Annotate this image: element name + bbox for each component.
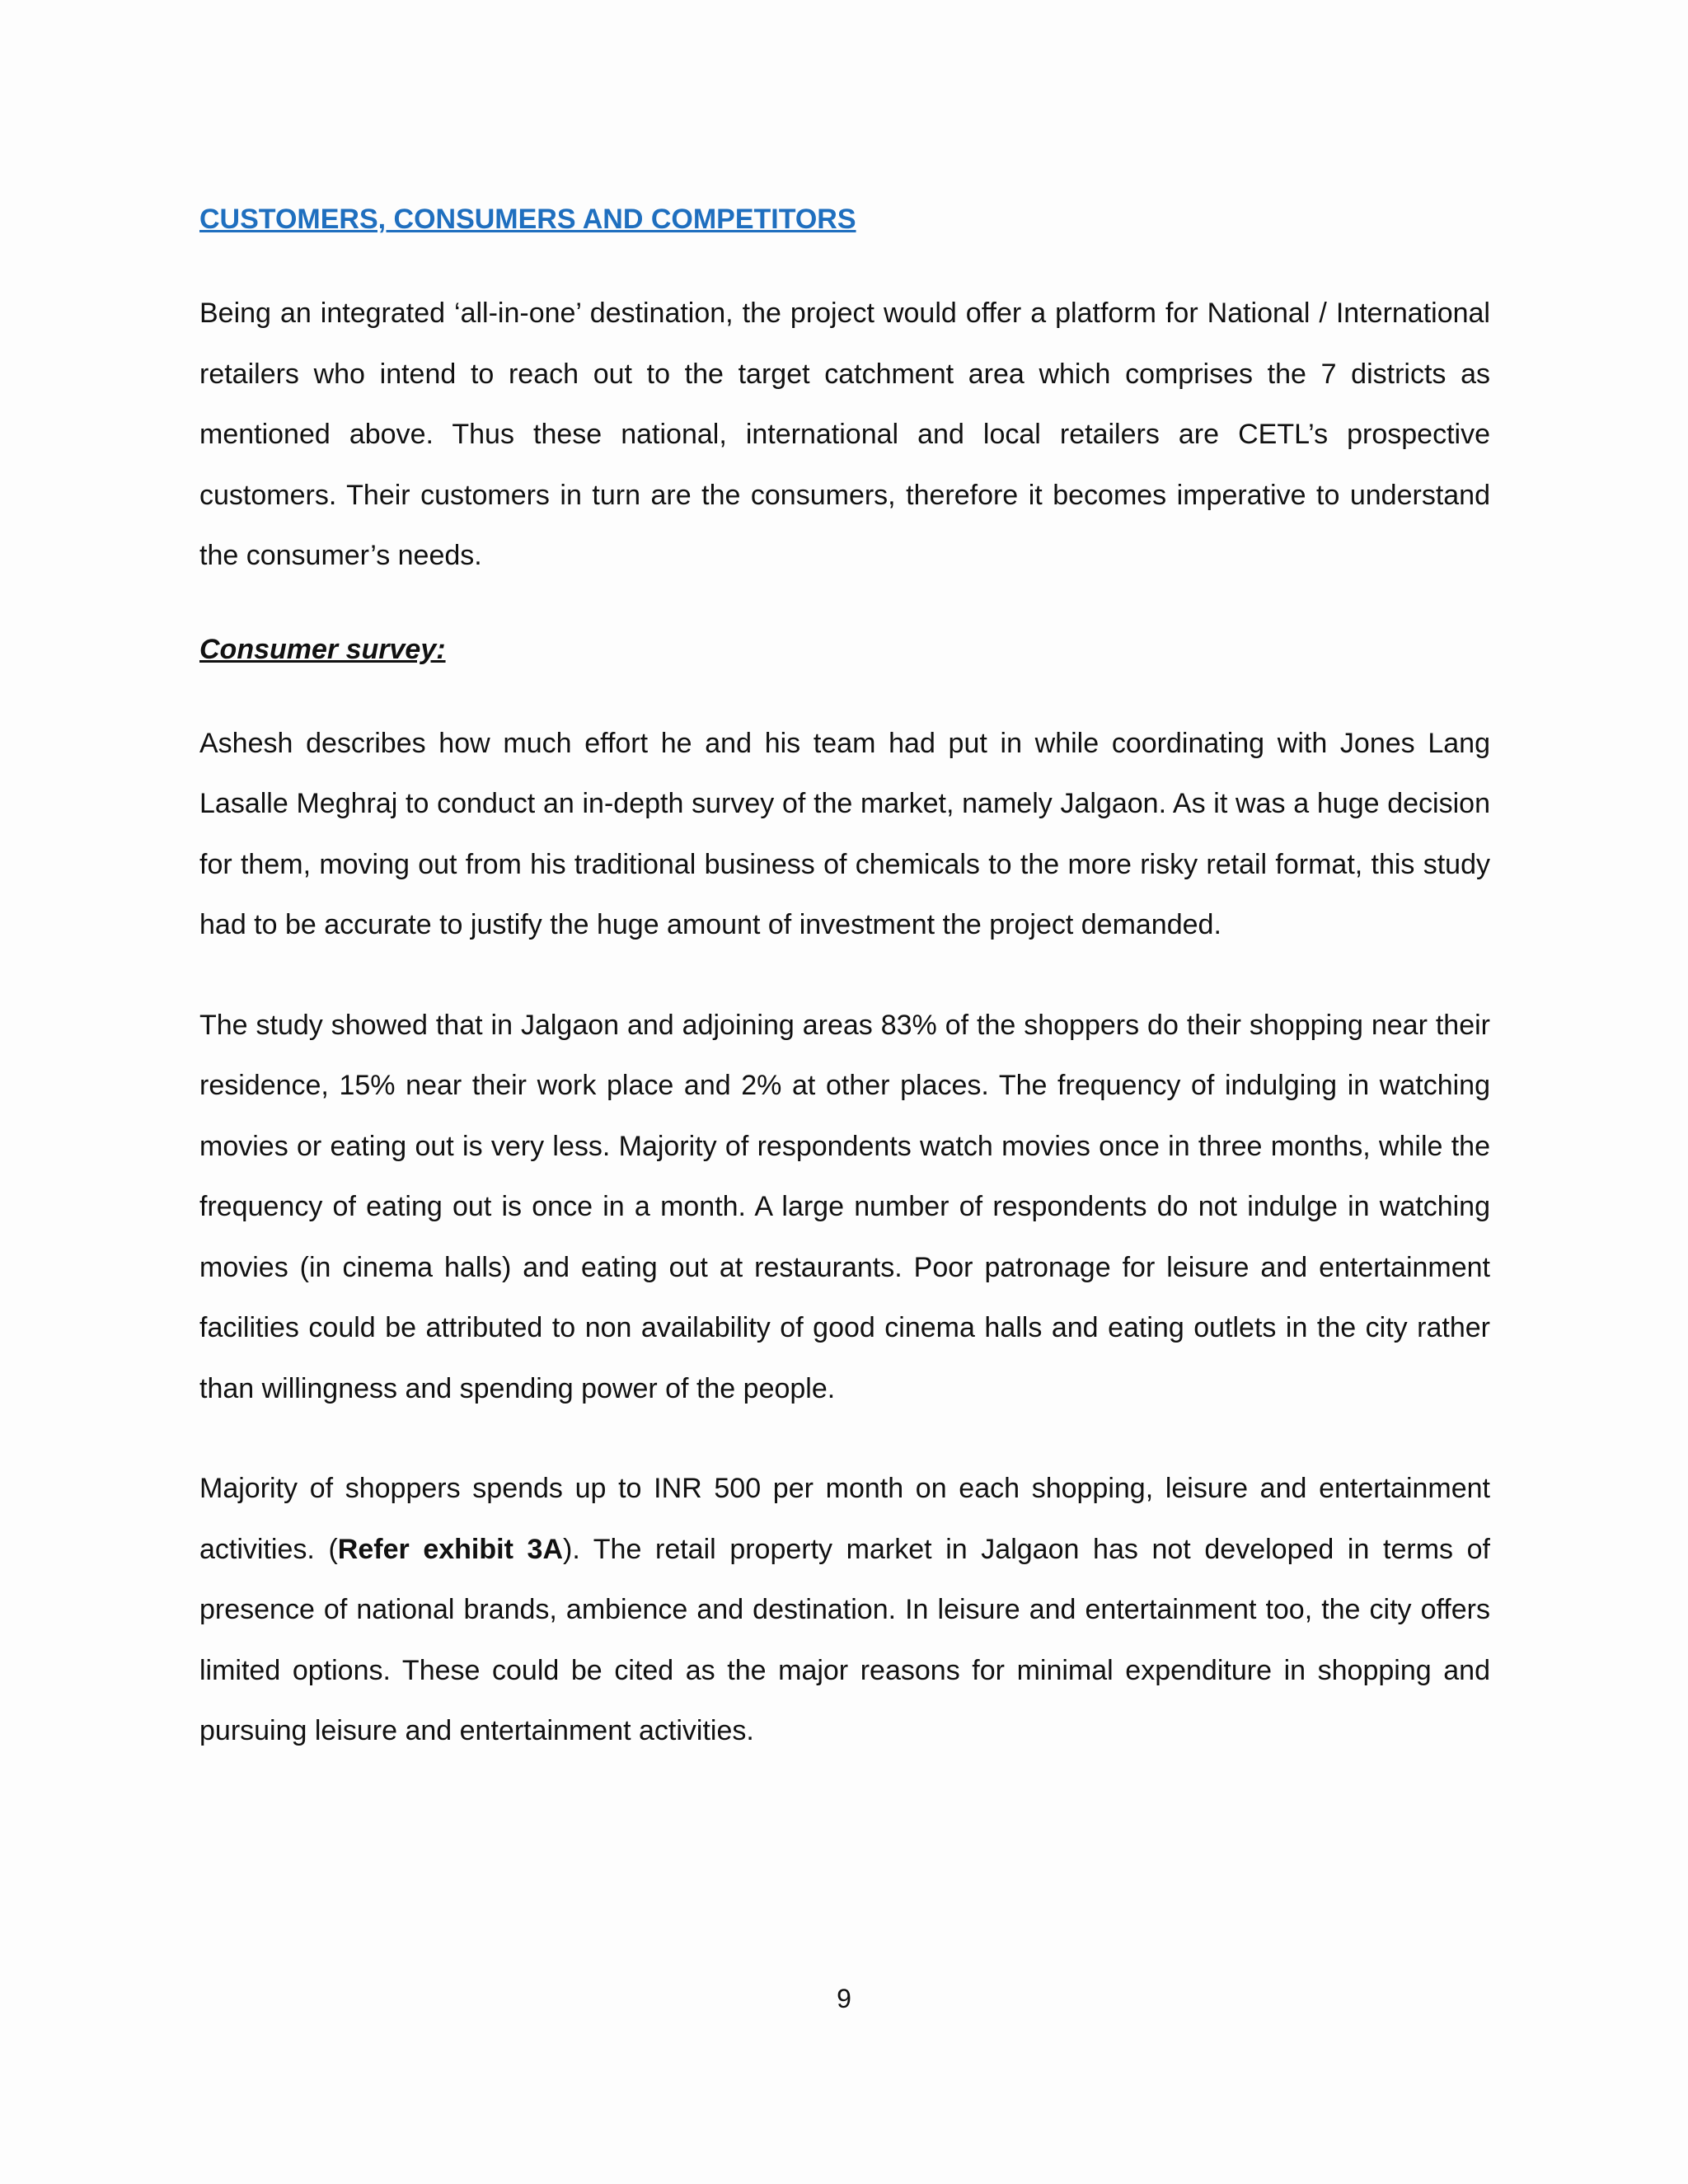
page-number: 9 [837, 1984, 851, 2013]
paragraph-customers: Being an integrated ‘all-in-one’ destination, the project would offer a platform for National / International retailers who intend to reach out to the target catchment area which comprises the 7 districts as mentioned above. Thus these national, international and local retailers are CETL’s prospective customers. Their customers in turn are the consumers, therefore it becomes imperative to understand the consumer’s needs. [199, 298, 1490, 571]
paragraph-spending [199, 1459, 1490, 1762]
paragraph-spending-start: Majority of shoppers spends up to INR 500 per month on each shopping, leisure and entertainment activities. ( [199, 1473, 1490, 1565]
page-content [199, 196, 1490, 1802]
consumer-survey-subheading: Consumer survey: [199, 633, 446, 665]
paragraph-survey-effort: Ashesh describes how much effort he and his team had put in while coordinating with Jones Lang Lasalle Meghraj to conduct an in-depth survey of the market, namely Jalgaon. As it was a huge decision for them, moving out from his traditional business of chemicals to the more risky retail format, this study had to be accurate to justify the huge amount of investment the project demanded. [199, 727, 1490, 940]
exhibit-reference: Refer exhibit 3A [337, 1533, 563, 1565]
paragraph-study-findings: The study showed that in Jalgaon and adjoining areas 83% of the shoppers do their shopping near their residence, 15% near their work place and 2% at other places. The frequency of indulging in watching movies or eating out is very less. Majority of respondents watch movies once in three months, while the frequency of eating out is once in a month. A large number of respondents do not indulge in watching movies (in cinema halls) and eating out at restaurants. Poor patronage for leisure and entertainment facilities could be attributed to non availability of good cinema halls and eating outlets in the city rather than willingness and spending power of the people. [199, 1009, 1490, 1404]
paragraph-spending-end: ). The retail property market in Jalgaon has not developed in terms of presence of national brands, ambience and destination. In leisure and entertainment too, the city offers limited options. These could be cited as the major reasons for minimal expenditure in shopping and pursuing leisure and entertainment activities. [199, 1533, 1490, 1746]
section-heading: CUSTOMERS, CONSUMERS AND COMPETITORS [199, 204, 856, 235]
